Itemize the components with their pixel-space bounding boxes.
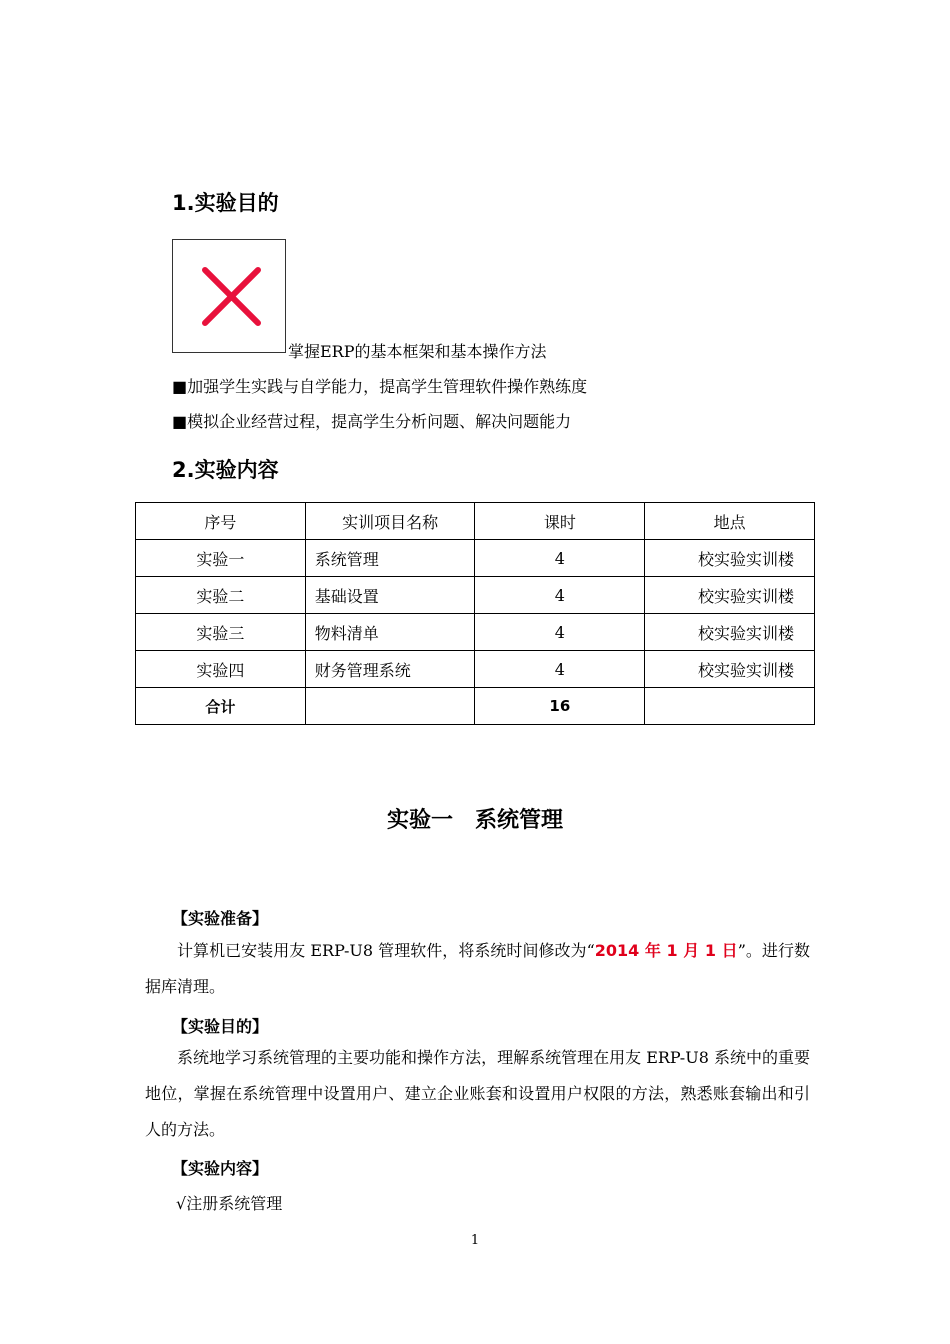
table-total-row xyxy=(136,688,815,725)
broken-image-placeholder xyxy=(172,239,286,353)
prep-date: 2014 年 1 月 1 日 xyxy=(594,941,738,960)
page-number: 1 xyxy=(470,1233,480,1248)
goal-paragraph: 系统地学习系统管理的主要功能和操作方法，理解系统管理在用友 ERP-U8 系统中的重要地位，掌握在系统管理中设置用户、建立企业账套和设置用户权限的方法，熟悉账套输出和引人的方法。 xyxy=(145,1048,810,1139)
table-row xyxy=(136,651,815,688)
goal-item-3-text: 模拟企业经营过程，提高学生分析问题、解决问题能力 xyxy=(187,412,572,431)
cell-hours: 4 xyxy=(475,614,645,651)
course-plan-table xyxy=(135,502,815,725)
cell-index: 实验三 xyxy=(136,614,306,651)
total-project xyxy=(305,688,475,725)
cell-project: 基础设置 xyxy=(305,577,475,614)
chapter-title: 实验一 系统管理 xyxy=(386,808,563,833)
cell-location: 校实验实训楼 xyxy=(645,614,815,651)
total-location xyxy=(645,688,815,725)
prep-text-before: 计算机已安装用友 ERP-U8 管理软件，将系统时间修改为“ xyxy=(177,941,595,960)
bullet-icon: ■ xyxy=(172,412,188,431)
section2-heading: 2.实验内容 xyxy=(172,458,279,482)
close-icon xyxy=(173,240,287,354)
table-row xyxy=(136,540,815,577)
cell-project: 系统管理 xyxy=(305,540,475,577)
cell-hours: 4 xyxy=(475,577,645,614)
goal-label: 【实验目的】 xyxy=(172,1017,269,1036)
goal-item-2 xyxy=(172,374,587,397)
prep-label: 【实验准备】 xyxy=(172,909,269,928)
table-row xyxy=(136,614,815,651)
table-header-row xyxy=(136,503,815,540)
total-label: 合计 xyxy=(136,688,306,725)
cell-hours: 4 xyxy=(475,540,645,577)
cell-index: 实验二 xyxy=(136,577,306,614)
header-location: 地点 xyxy=(645,503,815,540)
section1-heading: 1.实验目的 xyxy=(172,191,279,215)
goal-item-3 xyxy=(172,409,571,432)
bullet-icon: ■ xyxy=(172,377,188,396)
header-project: 实训项目名称 xyxy=(305,503,475,540)
cell-location: 校实验实训楼 xyxy=(645,577,815,614)
header-index: 序号 xyxy=(136,503,306,540)
cell-hours: 4 xyxy=(475,651,645,688)
prep-text-after: ”。进行数据库清理。 xyxy=(145,941,810,996)
prep-paragraph xyxy=(145,933,810,1005)
goal-item-2-text: 加强学生实践与自学能力，提高学生管理软件操作熟练度 xyxy=(187,377,588,396)
content-item: √注册系统管理 xyxy=(176,1194,283,1213)
cell-index: 实验四 xyxy=(136,651,306,688)
goal-item-1: 掌握ERP的基本框架和基本操作方法 xyxy=(288,342,547,361)
cell-project: 财务管理系统 xyxy=(305,651,475,688)
header-hours: 课时 xyxy=(475,503,645,540)
table-row xyxy=(136,577,815,614)
content-label: 【实验内容】 xyxy=(172,1159,269,1178)
total-hours: 16 xyxy=(475,688,645,725)
cell-index: 实验一 xyxy=(136,540,306,577)
cell-location: 校实验实训楼 xyxy=(645,651,815,688)
cell-project: 物料清单 xyxy=(305,614,475,651)
cell-location: 校实验实训楼 xyxy=(645,540,815,577)
